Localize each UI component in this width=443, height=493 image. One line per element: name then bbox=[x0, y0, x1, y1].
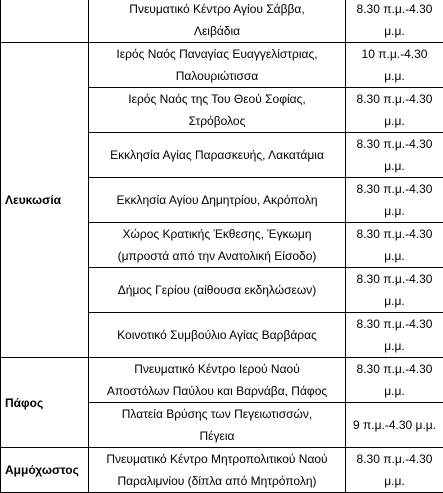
location-cell: Εκκλησία Αγίας Παρασκευής, Λακατάμια bbox=[89, 133, 346, 178]
time-cell: 8.30 π.μ.-4.30 μ.μ. bbox=[346, 133, 443, 178]
time-cell: 9 π.μ.-4.30 μ.μ. bbox=[346, 403, 443, 448]
location-cell: Ιερός Ναός Παναγίας Ευαγγελίστριας, Παλουριώτισσα bbox=[89, 43, 346, 88]
location-cell: Πνευματικό Κέντρο Μητροπολιτικού Ναού Παραλιμνίου (δίπλα από Μητρόπολη) bbox=[89, 448, 346, 493]
time-cell: 8.30 π.μ.-4.30 μ.μ. bbox=[346, 358, 443, 403]
time-cell: 8.30 π.μ.-4.30 μ.μ. bbox=[346, 313, 443, 358]
region-cell: Αμμόχωστος bbox=[1, 448, 89, 493]
time-cell: 10 π.μ.-4.30 μ.μ. bbox=[346, 43, 443, 88]
table-row bbox=[1, 358, 443, 403]
location-cell: Κοινοτικό Συμβούλιο Αγίας Βαρβάρας bbox=[89, 313, 346, 358]
time-cell: 8.30 π.μ.-4.30 μ.μ. bbox=[346, 223, 443, 268]
table-row bbox=[1, 43, 443, 88]
time-cell: 8.30 π.μ.-4.30 μ.μ. bbox=[346, 0, 443, 43]
location-cell: Πνευματικό Κέντρο Ιερού Ναού Αποστόλων Παύλου και Βαρνάβα, Πάφος bbox=[89, 358, 346, 403]
time-cell: 8.30 π.μ.-4.30 μ.μ. bbox=[346, 448, 443, 493]
time-cell: 8.30 π.μ.-4.30 μ.μ. bbox=[346, 178, 443, 223]
region-cell bbox=[1, 0, 89, 43]
location-cell: Πνευματικό Κέντρο Αγίου Σάββα, Λειβάδια bbox=[89, 0, 346, 43]
region-cell: Πάφος bbox=[1, 358, 89, 448]
location-cell: Εκκλησία Αγίου Δημητρίου, Ακρόπολη bbox=[89, 178, 346, 223]
table-row bbox=[1, 0, 443, 43]
location-cell: Ιερός Ναός της Του Θεού Σοφίας, Στρόβολος bbox=[89, 88, 346, 133]
location-cell: Πλατεία Βρύσης των Πεγειωτισσών, Πέγεια bbox=[89, 403, 346, 448]
time-cell: 8.30 π.μ.-4.30 μ.μ. bbox=[346, 268, 443, 313]
region-cell: Λευκωσία bbox=[1, 43, 89, 358]
location-cell: Χώρος Κρατικής Έκθεσης, Έγκωμη (μπροστά από την Ανατολική Είσοδο) bbox=[89, 223, 346, 268]
location-cell: Δήμος Γερίου (αίθουσα εκδηλώσεων) bbox=[89, 268, 346, 313]
table-row bbox=[1, 448, 443, 493]
time-cell: 8.30 π.μ.-4.30 μ.μ. bbox=[346, 88, 443, 133]
